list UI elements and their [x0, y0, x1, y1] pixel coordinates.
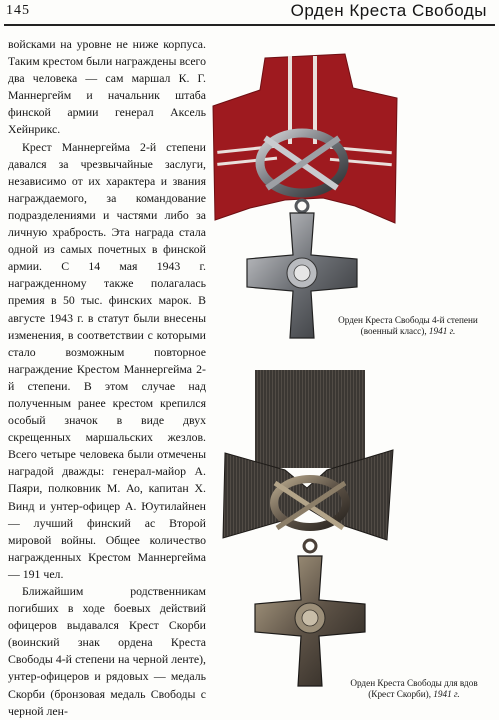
ribbon-upper — [255, 370, 365, 468]
caption-year: 1941 г. — [428, 326, 456, 336]
page-number: 145 — [6, 3, 30, 18]
caption-text: Орден Креста Свободы 4-й степени (военный класс), — [338, 315, 478, 336]
paragraph: войсками на уровне не ниже корпуса. Таким крестом были награждены всего два человека — сам маршал К. Г. Маннергейм и начальник штаба финской армии генерал Аксель Хейнрикс. — [8, 37, 206, 137]
body-text-column — [8, 36, 206, 720]
caption-year: 1941 г. — [433, 689, 460, 699]
cross-of-sorrow — [255, 556, 365, 686]
medal-photo-red-ribbon — [205, 48, 400, 348]
page-header — [0, 0, 499, 26]
caption-text: Орден Креста Свободы для вдов (Крест Скорби), — [350, 678, 478, 699]
running-title: Орден Креста Свободы — [290, 1, 487, 20]
paragraph: Ближайшим родственникам погибших в ходе боевых действий офицеров выдавался Крест Скорби (воинский знак ордена Креста Свободы 4-й степени на черной ленте), унтер-офицеров и рядовых — медаль Скорби (бронзовая медаль Свободы с черной лен- — [8, 584, 206, 718]
figure-caption-1 — [328, 315, 488, 337]
medal-photo-black-ribbon — [215, 368, 400, 693]
paragraph: Крест Маннергейма 2-й степени давался за чрезвычайные заслуги, независимо от их характера и звания награждаемого, за командование подразделениями и частями либо за личную храбрость. Эта награда стала одной из самых почетных в финской армии. С 14 мая 1943 г. награжденному также полагалась премия в 50 тыс. финских марок. В августе 1943 г. в статут были внесены изменения, в соответствии с которыми стало возможным повторное награждение Крестом Маннергейма 2-й степени. В этом случае над полученным ранее крестом крепился особый значок в виде двух скрещенных маршальских жезлов. Всего четыре человека были отмечены наградой дважды: генерал-майор А. Паяри, полковник М. Ао, капитан Х. Винд и унтер-офицер А. Юутилайнен — лучший финский ас Второй мировой войны. Общее количество награжденных Крестом Маннергейма — 191 чел. — [8, 139, 206, 581]
suspension-ring — [296, 200, 308, 212]
ribbon-bow — [213, 54, 397, 223]
suspension-ring — [304, 540, 316, 552]
header-rule — [4, 24, 495, 26]
